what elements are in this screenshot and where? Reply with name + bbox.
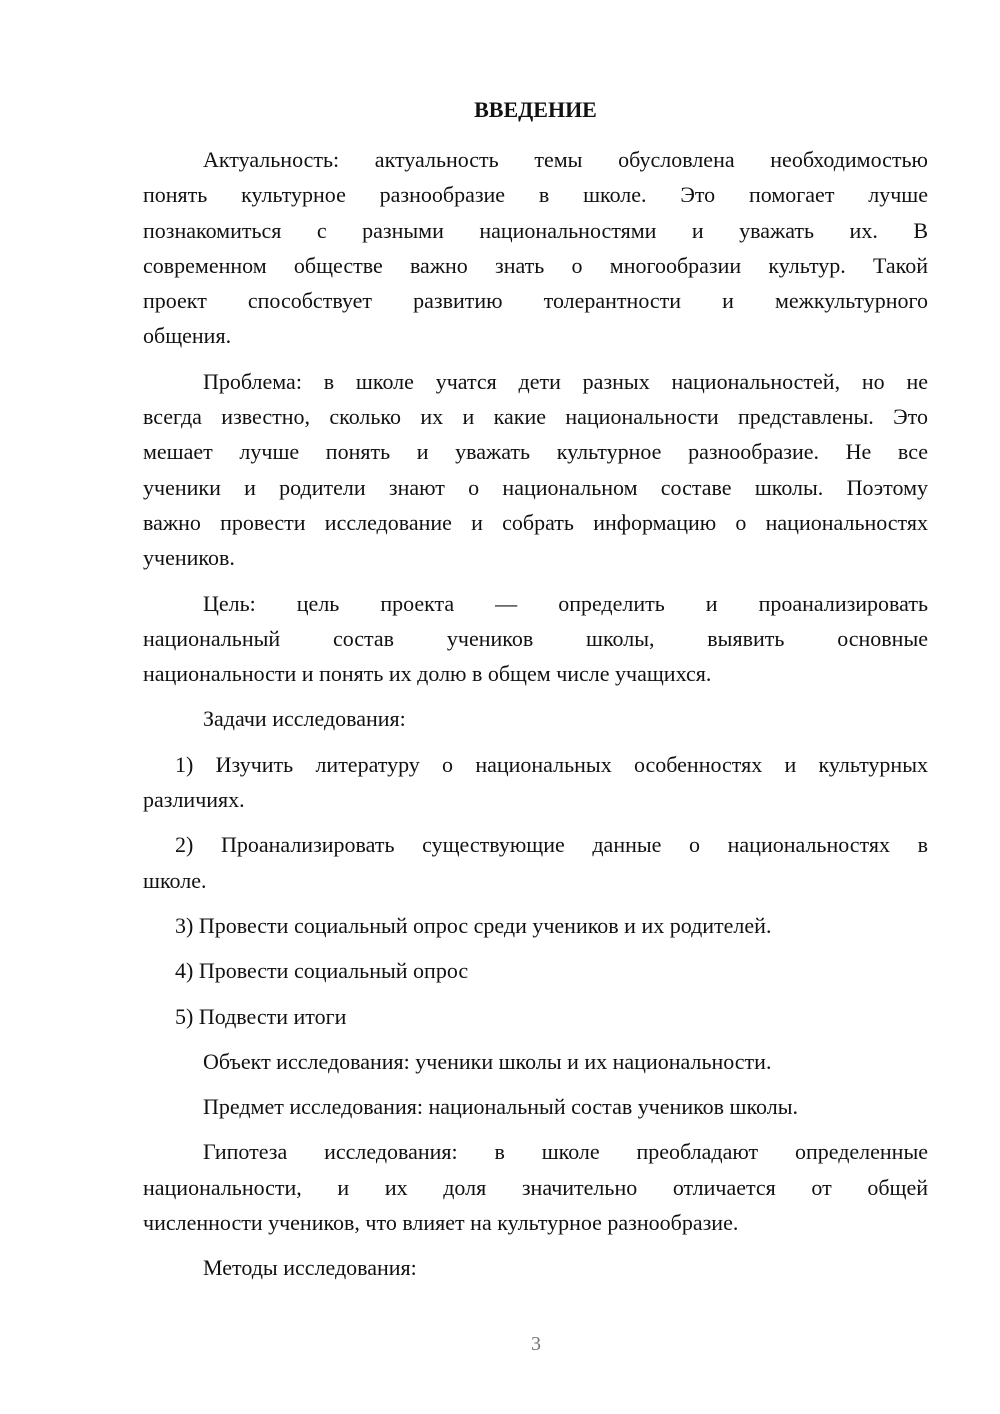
list-item <box>143 827 928 898</box>
text-line: Актуальность: актуальность темы обусловлена необходимостью <box>203 147 928 172</box>
paragraph <box>143 1044 928 1079</box>
paragraph <box>143 142 928 354</box>
paragraph <box>143 701 928 736</box>
text-line: ученики и родители знают о национальном составе школы. Поэтому <box>143 474 928 500</box>
paragraph <box>143 364 928 576</box>
list-item <box>143 908 928 943</box>
paragraph <box>143 586 928 692</box>
paragraph <box>143 1089 928 1124</box>
text-line: 4) Провести социальный опрос <box>175 958 469 984</box>
text-line: Гипотеза исследования: в школе преобладают определенные <box>203 1139 928 1165</box>
text-line: численности учеников, что влияет на культурное разнообразие. <box>143 1210 739 1236</box>
text-line: национальности и понять их долю в общем числе учащихся. <box>143 661 712 687</box>
text-line: Задачи исследования: <box>203 706 406 732</box>
page-number: 3 <box>531 1333 541 1355</box>
text-line: Методы исследования: <box>203 1255 417 1281</box>
text-line: 1) Изучить литературу о национальных особенностях и культурных <box>175 751 928 777</box>
text-line: Цель: цель проекта — определить и проанализировать <box>203 590 928 616</box>
text-line: 3) Провести социальный опрос среди учеников и их родителей. <box>175 912 772 938</box>
text-line: школе. <box>143 867 207 893</box>
text-line: проект способствует развитию толерантности и межкультурного <box>143 288 928 314</box>
text-line: Проблема: в школе учатся дети разных национальностей, но не <box>203 368 928 394</box>
text-line: важно провести исследование и собрать информацию о национальностях <box>143 509 928 535</box>
text-line: общения. <box>143 323 232 349</box>
document-page <box>143 92 928 1296</box>
paragraph <box>143 1134 928 1240</box>
text-line: понять культурное разнообразие в школе. Это помогает лучше <box>143 182 928 208</box>
text-line: всегда известно, сколько их и какие национальности представлены. Это <box>143 404 928 430</box>
list-item <box>143 999 928 1034</box>
text-line: современном обществе важно знать о многообразии культур. Такой <box>143 252 928 278</box>
text-line: Объект исследования: ученики школы и их национальности. <box>203 1048 772 1074</box>
text-line: познакомиться с разными национальностями и уважать их. В <box>143 217 928 243</box>
section-title: ВВЕДЕНИЕ <box>474 97 597 122</box>
list-item <box>143 747 928 818</box>
text-line: 2) Проанализировать существующие данные о национальностях в <box>175 832 928 858</box>
text-line: различиях. <box>143 787 245 813</box>
text-line: 5) Подвести итоги <box>175 1003 347 1029</box>
paragraph <box>143 1250 928 1285</box>
text-line: учеников. <box>143 545 235 571</box>
text-line: Предмет исследования: национальный состав учеников школы. <box>203 1094 799 1120</box>
text-line: национальный состав учеников школы, выявить основные <box>143 625 928 651</box>
document-body <box>143 142 928 1286</box>
list-item <box>143 953 928 988</box>
text-line: национальности, и их доля значительно отличается от общей <box>143 1174 928 1200</box>
text-line: мешает лучше понять и уважать культурное разнообразие. Не все <box>143 439 928 465</box>
